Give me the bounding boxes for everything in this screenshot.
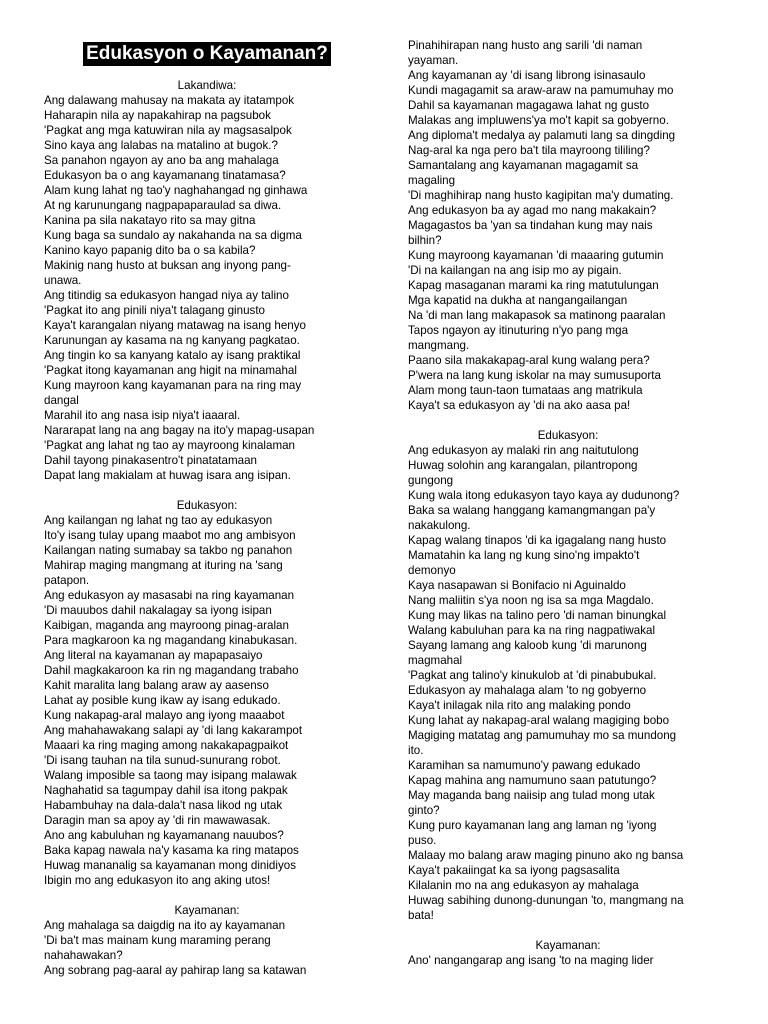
- verse-line: Karamihan sa namumuno'y pawang edukado: [408, 759, 641, 772]
- verse-line: Kung lahat ay nakapag-aral walang magiging bobo: [408, 714, 670, 727]
- speaker-heading: Edukasyon:: [537, 429, 599, 442]
- verse-line: Kapag walang tinapos 'di ka igagalang nang husto: [408, 534, 667, 547]
- speaker-heading: Lakandiwa:: [177, 79, 237, 92]
- verse-line: 'Di maghihirap nang husto kagipitan ma'y dumating.: [408, 189, 674, 202]
- verse-line: patapon.: [44, 574, 90, 587]
- verse-line: Dahil sa kayamanan magagawa lahat ng gusto: [408, 99, 650, 112]
- verse-line: bata!: [408, 909, 434, 922]
- verse-line: Edukasyon ba o ang kayamanang tinatamasa?: [44, 169, 286, 182]
- verse-line: Ang kayamanan ay 'di isang librong isinasaulo: [408, 69, 646, 82]
- verse-line: Kung mayroong kayamanan 'di maaaring gutumin: [408, 249, 664, 262]
- verse-line: Ito'y isang tulay upang maabot mo ang ambisyon: [44, 529, 296, 542]
- verse-line: Samantalang ang kayamanan magagamit sa: [408, 159, 639, 172]
- verse-line: Ang kailangan ng lahat ng tao ay edukasyon: [44, 514, 273, 527]
- verse-line: bilhin?: [408, 234, 442, 247]
- verse-line: Naghahatid sa tagumpay dahil isa itong pakpak: [44, 784, 288, 797]
- verse-line: Kahit maralita lang balang araw ay aasenso: [44, 679, 269, 692]
- verse-line: Kung wala itong edukasyon tayo kaya ay dudunong?: [408, 489, 680, 502]
- verse-line: 'Pagkat ito ang pinili niya't talagang ginusto: [44, 304, 265, 317]
- verse-line: At ng karunungang nagpapaparaulad sa diwa.: [44, 199, 282, 212]
- verse-line: magaling: [408, 174, 456, 187]
- verse-line: Lahat ay posible kung ikaw ay isang edukado.: [44, 694, 281, 707]
- verse-line: Mamatahin ka lang ng kung sino'ng impakto't: [408, 549, 640, 562]
- verse-line: Sayang lamang ang kaloob kung 'di marunong: [408, 639, 647, 652]
- verse-line: Ang edukasyon ay malaki rin ang naitutulong: [408, 444, 639, 457]
- verse-line: Daragin man sa apoy ay 'di rin mawawasak.: [44, 814, 271, 827]
- verse-line: Marahil ito ang nasa isip niya't iaaaral.: [44, 409, 241, 422]
- verse-line: Mahirap maging mangmang at ituring na 'sang: [44, 559, 283, 572]
- document-title: Edukasyon o Kayamanan?: [83, 42, 331, 66]
- verse-line: Ang tingin ko sa kanyang katalo ay isang praktikal: [44, 349, 301, 362]
- verse-line: Baka kapag nawala na'y kasama ka ring matapos: [44, 844, 299, 857]
- verse-line: May maganda bang naiisip ang tulad mong utak: [408, 789, 655, 802]
- verse-line: Ano' nangangarap ang isang 'to na maging lider: [408, 954, 654, 967]
- verse-line: dangal: [44, 394, 79, 407]
- verse-line: Nang maliitin s'ya noon ng isa sa mga Magdalo.: [408, 594, 654, 607]
- verse-line: Tapos ngayon ay itinuturing n'yo pang mga: [408, 324, 629, 337]
- verse-line: Kaya't karangalan niyang matawag na isang henyo: [44, 319, 306, 332]
- verse-line: Dapat lang makialam at huwag isara ang isipan.: [44, 469, 291, 482]
- right-column: [408, 38, 728, 968]
- verse-line: Kaya't sa edukasyon ay 'di na ako aasa pa!: [408, 399, 631, 412]
- verse-line: Malaay mo balang araw maging pinuno ako ng bansa: [408, 849, 684, 862]
- stanza-gap: [408, 413, 728, 428]
- verse-line: Kung mayroon kang kayamanan para na ring may: [44, 379, 302, 392]
- verse-line: Sa panahon ngayon ay ano ba ang mahalaga: [44, 154, 279, 167]
- verse-line: ito.: [408, 744, 424, 757]
- verse-line: Kanina pa sila nakatayo rito sa may gitna: [44, 214, 256, 227]
- verse-line: Ang dalawang mahusay na makata ay itatampok: [44, 94, 295, 107]
- verse-line: Kung puro kayamanan lang ang laman ng 'iyong: [408, 819, 657, 832]
- verse-line: ginto?: [408, 804, 440, 817]
- verse-line: Sino kaya ang lalabas na matalino at bugok.?: [44, 139, 278, 152]
- verse-line: Kaya't pakaiingat ka sa iyong pagsasalita: [408, 864, 620, 877]
- verse-line: Ang mahalaga sa daigdig na ito ay kayamanan: [44, 919, 286, 932]
- verse-line: Walang kabuluhan para ka na ring nagpatiwakal: [408, 624, 656, 637]
- verse-line: Kilalanin mo na ang edukasyon ay mahalaga: [408, 879, 639, 892]
- stanza-gap: [44, 888, 370, 903]
- verse-line: 'Di isang tauhan na tila sunud-sunurang robot.: [44, 754, 281, 767]
- verse-line: Para magkaroon ka ng magandang kinabukasan.: [44, 634, 298, 647]
- verse-line: 'Di na kailangan na ang isip mo ay pigain.: [408, 264, 622, 277]
- verse-line: Kung may likas na talino pero 'di naman binungkal: [408, 609, 667, 622]
- verse-line: Makinig nang husto at buksan ang inyong pang-: [44, 259, 291, 272]
- verse-line: Ang titindig sa edukasyon hangad niya ay talino: [44, 289, 289, 302]
- verse-line: 'Pagkat itong kayamanan ang higit na minamahal: [44, 364, 297, 377]
- verse-line: gungong: [408, 474, 454, 487]
- verse-line: Kung baga sa sundalo ay nakahanda na sa digma: [44, 229, 302, 242]
- verse-line: Nag-aral ka nga pero ba't tila mayroong tililing?: [408, 144, 650, 157]
- stanza-gap: [408, 923, 728, 938]
- verse-line: P'wera na lang kung iskolar na may sumusuporta: [408, 369, 661, 382]
- verse-line: Kundi magagamit sa araw-araw na pamumuhay mo: [408, 84, 674, 97]
- verse-line: Alam mong taun-taon tumataas ang matrikula: [408, 384, 643, 397]
- verse-line: Nararapat lang na ang bagay na ito'y mapag-usapan: [44, 424, 315, 437]
- right-verse-block: [408, 38, 728, 968]
- verse-line: Malakas ang impluwens'ya mo't kapit sa gobyerno.: [408, 114, 669, 127]
- verse-line: Na 'di man lang makapasok sa matinong paaralan: [408, 309, 666, 322]
- verse-line: puso.: [408, 834, 437, 847]
- left-verse-block: [44, 78, 370, 978]
- verse-line: 'Pagkat ang mga katuwiran nila ay magsasalpok: [44, 124, 292, 137]
- verse-line: 'Pagkat ang talino'y kinukulob at 'di pinabubukal.: [408, 669, 657, 682]
- verse-line: Ang diploma't medalya ay palamuti lang sa dingding: [408, 129, 676, 142]
- verse-line: 'Di ba't mas mainam kung maraming perang: [44, 934, 271, 947]
- left-column: [44, 0, 370, 978]
- speaker-heading: Kayamanan:: [535, 939, 601, 952]
- verse-line: nakakulong.: [408, 519, 471, 532]
- verse-line: Baka sa walang hanggang kamangmangan pa'y: [408, 504, 656, 517]
- verse-line: magmahal: [408, 654, 463, 667]
- verse-line: Ang edukasyon ba ay agad mo nang makakain?: [408, 204, 657, 217]
- verse-line: mangmang.: [408, 339, 470, 352]
- verse-line: Pinahihirapan nang husto ang sarili 'di naman: [408, 39, 643, 52]
- verse-line: yayaman.: [408, 54, 459, 67]
- title-block: [44, 0, 370, 68]
- verse-line: Dahil magkakaroon ka rin ng magandang trabaho: [44, 664, 299, 677]
- verse-line: Ang edukasyon ay masasabi na ring kayamanan: [44, 589, 295, 602]
- speaker-heading: Edukasyon:: [176, 499, 238, 512]
- verse-line: Habambuhay na dala-dala't nasa likod ng utak: [44, 799, 283, 812]
- verse-line: Maaari ka ring maging among nakakapagpaikot: [44, 739, 289, 752]
- verse-line: demonyo: [408, 564, 456, 577]
- verse-line: unawa.: [44, 274, 82, 287]
- verse-line: Walang imposible sa taong may isipang malawak: [44, 769, 297, 782]
- verse-line: Kaya't inilagak nila rito ang malaking pondo: [408, 699, 631, 712]
- verse-line: Magagastos ba 'yan sa tindahan kung may nais: [408, 219, 653, 232]
- verse-line: Ang literal na kayamanan ay mapapasaiyo: [44, 649, 263, 662]
- verse-line: Paano sila makakapag-aral kung walang pera?: [408, 354, 650, 367]
- verse-line: Kapag mahina ang namumuno saan patutungo?: [408, 774, 657, 787]
- verse-line: Alam kung lahat ng tao'y naghahangad ng ginhawa: [44, 184, 308, 197]
- verse-line: Ang mahahawakang salapi ay 'di lang kakarampot: [44, 724, 303, 737]
- verse-line: 'Di mauubos dahil nakalagay sa iyong isipan: [44, 604, 272, 617]
- stanza-gap: [44, 483, 370, 498]
- verse-line: Kailangan nating sumabay sa takbo ng panahon: [44, 544, 293, 557]
- verse-line: Ano ang kabuluhan ng kayamanang nauubos?: [44, 829, 284, 842]
- verse-line: Mga kapatid na dukha at nangangailangan: [408, 294, 628, 307]
- verse-line: Ang sobrang pag-aaral ay pahirap lang sa katawan: [44, 964, 307, 977]
- verse-line: Huwag solohin ang karangalan, pilantropong: [408, 459, 638, 472]
- verse-line: Magiging matatag ang pamumuhay mo sa mundong: [408, 729, 677, 742]
- verse-line: Kapag masaganan marami ka ring matutulungan: [408, 279, 659, 292]
- verse-line: Kanino kayo papanig dito ba o sa kabila?: [44, 244, 256, 257]
- speaker-heading: Kayamanan:: [174, 904, 240, 917]
- verse-line: Ibigin mo ang edukasyon ito ang aking utos!: [44, 874, 271, 887]
- verse-line: Kung nakapag-aral malayo ang iyong maaabot: [44, 709, 285, 722]
- verse-line: Karunungan ay kasama na ng kanyang pagkatao.: [44, 334, 300, 347]
- verse-line: Kaibigan, maganda ang mayroong pinag-aralan: [44, 619, 289, 632]
- verse-line: Huwag sabihing dunong-dunungan 'to, mangmang na: [408, 894, 684, 907]
- verse-line: Edukasyon ay mahalaga alam 'to ng gobyerno: [408, 684, 647, 697]
- verse-line: 'Pagkat ang lahat ng tao ay mayroong kinalaman: [44, 439, 295, 452]
- verse-line: Haharapin nila ay napakahirap na pagsubok: [44, 109, 271, 122]
- verse-line: Kaya nasapawan si Bonifacio ni Aguinaldo: [408, 579, 626, 592]
- verse-line: nahahawakan?: [44, 949, 123, 962]
- verse-line: Dahil tayong pinakasentro't pinatatamaan: [44, 454, 257, 467]
- verse-line: Huwag mananalig sa kayamanan mong dinidiyos: [44, 859, 296, 872]
